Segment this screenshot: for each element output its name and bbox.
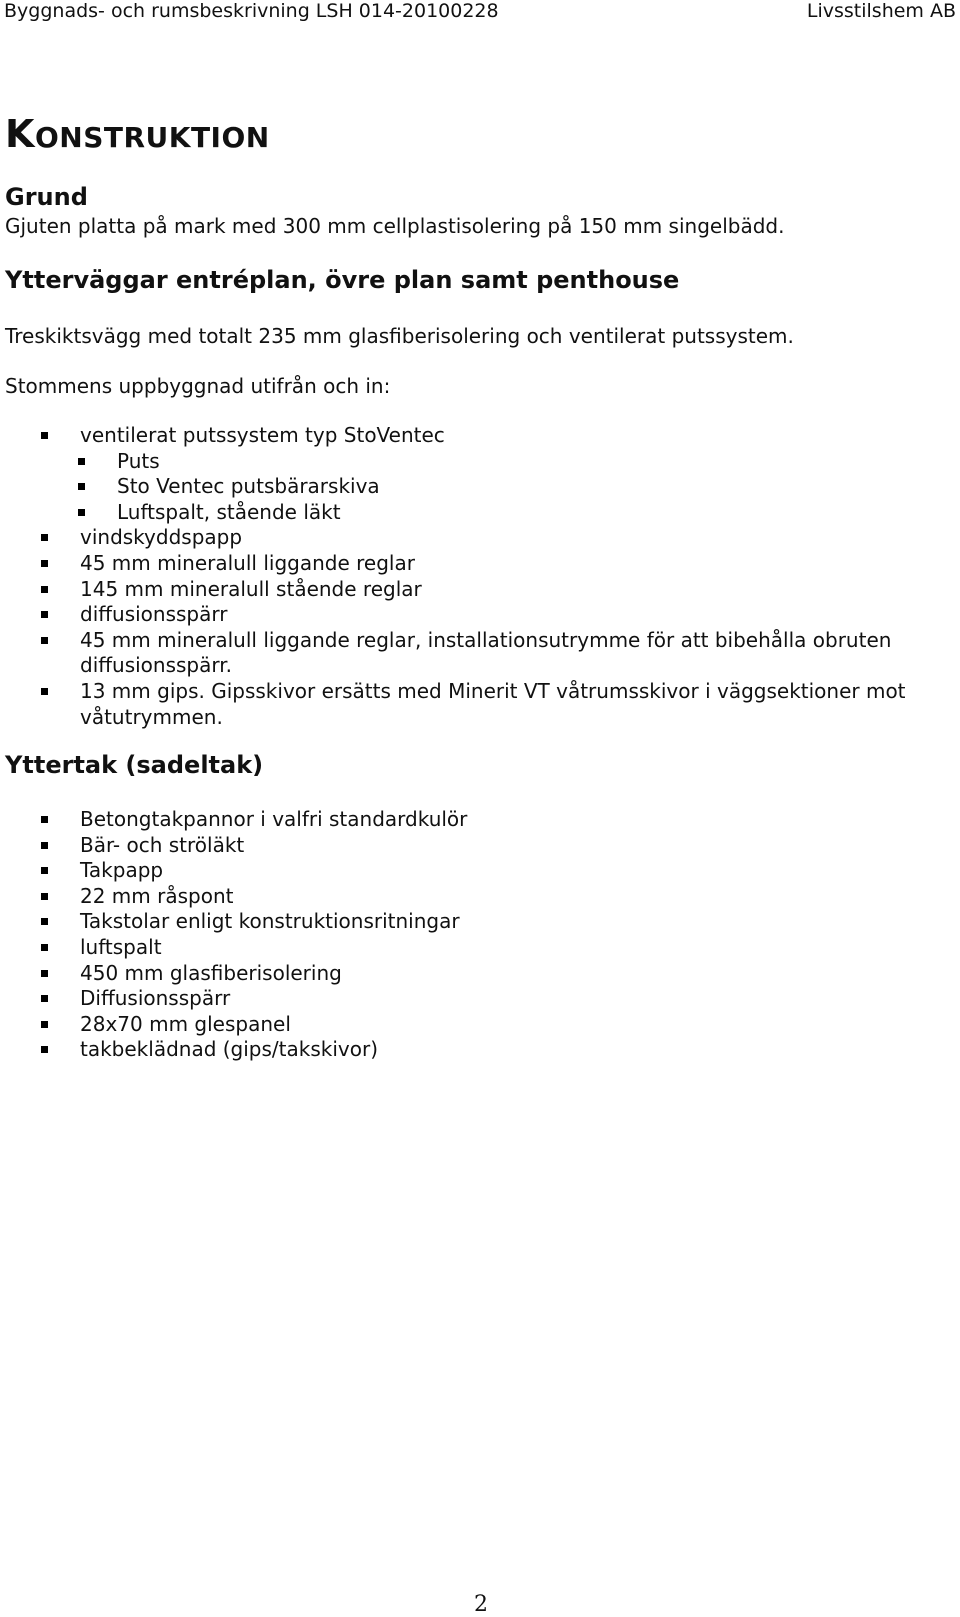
list-item [0,679,945,730]
list-item [0,423,945,449]
grund-text: Gjuten platta på mark med 300 mm cellplastisolering på 150 mm singelbädd. [5,214,785,238]
roof-layers-list [0,807,945,1063]
list-item [0,1037,945,1063]
stomme-intro-text: Stommens uppbyggnad utifrån och in: [5,374,391,398]
list-item-text: 22 mm råspont [80,883,234,908]
list-item-text: 145 mm mineralull stående reglar [80,576,422,601]
list-item-text: Puts [117,448,160,473]
wall-layers-list [0,423,945,730]
header-document-title: Byggnads- och rumsbeskrivning LSH 014-20100228 [4,0,499,22]
square-bullet-icon [41,586,48,593]
square-bullet-icon [41,611,48,618]
list-item [0,858,945,884]
page-number: 2 [474,1592,488,1617]
square-bullet-icon [41,1021,48,1028]
header-company-name: Livsstilshem AB [806,0,956,22]
section-title [5,112,270,158]
list-item [0,986,945,1012]
list-item [0,833,945,859]
square-bullet-icon [41,995,48,1002]
square-bullet-icon [41,842,48,849]
square-bullet-icon [41,816,48,823]
square-bullet-icon [78,509,85,516]
list-item-text: 28x70 mm glespanel [80,1011,291,1036]
list-item-text: Bär- och ströläkt [80,832,245,857]
square-bullet-icon [41,534,48,541]
square-bullet-icon [41,1046,48,1053]
list-item [0,602,945,628]
yttertak-heading: Yttertak (sadeltak) [5,751,264,779]
list-item-text: Betongtakpannor i valfri standardkulör [80,807,468,831]
square-bullet-icon [78,458,85,465]
grund-heading: Grund [5,183,88,211]
list-item-text: Takstolar enligt konstruktionsritningar [80,909,460,934]
list-item-text: Takpapp [80,858,164,883]
square-bullet-icon [41,867,48,874]
square-bullet-icon [41,432,48,439]
list-item [0,909,945,935]
list-item-text: Luftspalt, stående läkt [117,499,341,524]
list-item [0,577,945,603]
section-title-initial: K [5,112,35,156]
list-item [0,474,945,500]
square-bullet-icon [41,893,48,900]
list-item [0,935,945,961]
list-item-text: 45 mm mineralull liggande reglar [80,550,415,575]
list-item-text: 450 mm glasfiberisolering [80,960,342,985]
list-item [0,500,945,526]
square-bullet-icon [41,637,48,644]
ytterväggar-heading: Ytterväggar entréplan, övre plan samt penthouse [5,266,680,294]
list-item-text: ventilerat putssystem typ StoVentec [80,423,445,447]
list-item-text: diffusionsspärr [80,602,228,627]
list-item-text: 13 mm gips. Gipsskivor ersätts med Minerit VT våtrumsskivor i väggsektioner mot våtutrymmen. [80,678,906,729]
list-item [0,1012,945,1038]
square-bullet-icon [78,483,85,490]
square-bullet-icon [41,918,48,925]
list-item [0,551,945,577]
list-item-text: Diffusionsspärr [80,986,231,1011]
list-item-text: 45 mm mineralull liggande reglar, installationsutrymme för att bibehålla obruten diffusionsspärr. [80,627,892,678]
list-item [0,525,945,551]
square-bullet-icon [41,944,48,951]
list-item [0,628,945,679]
list-item-text: vindskyddspapp [80,525,243,550]
page-header [4,0,956,22]
square-bullet-icon [41,560,48,567]
list-item [0,449,945,475]
list-item-text: Sto Ventec putsbärarskiva [117,474,380,499]
ytterväggar-text: Treskiktsvägg med totalt 235 mm glasfiberisolering och ventilerat putssystem. [5,324,794,348]
list-item [0,884,945,910]
list-item [0,807,945,833]
square-bullet-icon [41,970,48,977]
list-item-text: takbeklädnad (gips/takskivor) [80,1037,378,1062]
square-bullet-icon [41,688,48,695]
list-item-text: luftspalt [80,934,162,959]
section-title-rest: ONSTRUKTION [34,121,270,154]
list-item [0,961,945,987]
